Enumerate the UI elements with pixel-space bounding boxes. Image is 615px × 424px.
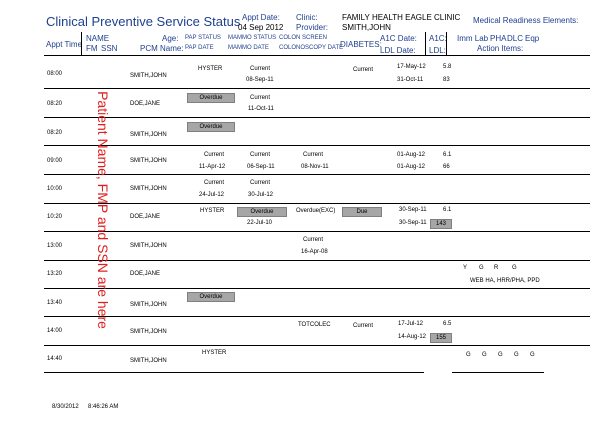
col-action-items: Action Items:: [477, 44, 524, 53]
col-a1c-date: A1C Date:: [380, 34, 417, 43]
col-name: NAME: [86, 34, 110, 43]
row-time: 13:20: [47, 271, 63, 277]
mre-flag-eqp: G: [512, 265, 517, 271]
colon-status: Overdue(EXC): [296, 208, 336, 214]
appt-date-value: 04 Sep 2012: [238, 23, 284, 32]
mammo-status: Current: [250, 152, 271, 158]
col-ldl-date: LDL Date:: [380, 46, 416, 55]
ldl-flag-badge: 155: [430, 333, 452, 343]
ldl-date: 14-Aug-12: [398, 334, 427, 340]
colon-status: TOTCOLEC: [298, 322, 331, 328]
clinic-label: Clinic:: [296, 13, 318, 22]
row-name: DOE,JANE: [130, 271, 161, 277]
col-pap-status: PAP STATUS: [185, 35, 221, 41]
a1c-date: 30-Sep-11: [399, 207, 427, 213]
row-divider: [44, 260, 590, 261]
pap-status: HYSTER: [202, 350, 227, 356]
a1c-value: 6.1: [443, 152, 452, 158]
col-mammo-date: MAMMO DATE: [228, 45, 269, 51]
col-colon-screen: COLON SCREEN: [279, 35, 328, 41]
row-divider: [452, 372, 544, 373]
mammo-status: Current: [250, 95, 271, 101]
col-ssn: SSN: [101, 44, 118, 53]
a1c-value: 6.5: [443, 321, 452, 327]
mammo-date: 30-Jul-12: [248, 192, 274, 198]
ldl-date: 30-Sep-11: [399, 220, 427, 226]
row-time: 08:20: [47, 101, 63, 107]
mre-flag-dlc: R: [494, 265, 499, 271]
row-name: SMITH,JOHN: [130, 158, 167, 164]
col-pap-date: PAP DATE: [185, 45, 214, 51]
mammo-date: 22-Jul-10: [247, 220, 273, 226]
row-name: DOE,JANE: [130, 214, 161, 220]
a1c-value: 5.8: [443, 64, 452, 70]
col-pcm-name: PCM Name:: [140, 44, 184, 53]
col-appt-time: Appt Time: [46, 40, 83, 49]
col-eqp: Eqp: [525, 34, 540, 43]
mammo-date: 06-Sep-11: [247, 164, 275, 170]
row-divider: [44, 231, 590, 232]
row-name: SMITH,JOHN: [130, 186, 167, 192]
ldl-value: 83: [443, 77, 450, 83]
mammo-status: Current: [250, 66, 271, 72]
colon-date: 08-Nov-11: [301, 164, 329, 170]
row-name: SMITH,JOHN: [130, 329, 167, 335]
row-time: 08:00: [47, 71, 63, 77]
mre-flag-dlc: G: [498, 352, 503, 358]
row-divider: [44, 203, 590, 204]
report-title: Clinical Preventive Service Status: [46, 14, 241, 29]
row-divider: [44, 88, 590, 89]
pap-date: 11-Apr-12: [199, 164, 226, 170]
footer-time: 8:46:26 AM: [88, 404, 119, 410]
mre-flag-imm: G: [466, 352, 471, 358]
row-time: 13:40: [47, 300, 63, 306]
pap-status: Current: [204, 180, 225, 186]
row-time: 10:20: [47, 214, 63, 220]
row-time: 13:00: [47, 243, 63, 249]
header-divider: [425, 32, 426, 56]
pap-status: HYSTER: [200, 208, 225, 214]
row-name: SMITH,JOHN: [130, 302, 167, 308]
pii-annotation: Patient Name, FMP and SSN are here: [95, 91, 111, 329]
row-divider: [44, 174, 590, 175]
action-items: WEB HA, HRR/PHA, PPD: [470, 278, 540, 284]
diabetes-due-badge: Due: [342, 207, 382, 217]
mammo-date: 11-Oct-11: [248, 106, 274, 112]
col-ldl: LDL:: [429, 46, 446, 55]
row-name: SMITH,JOHN: [130, 73, 167, 79]
provider-value: SMITH,JOHN: [342, 23, 391, 32]
a1c-date: 17-Jul-12: [398, 321, 424, 327]
header-divider: [81, 32, 82, 56]
row-time: 14:00: [47, 328, 63, 334]
a1c-value: 6.1: [443, 207, 452, 213]
row-divider: [44, 345, 590, 346]
pap-overdue-badge: Overdue: [187, 292, 235, 302]
row-divider: [44, 288, 590, 289]
a1c-date: 17-May-12: [397, 64, 426, 70]
col-diabetes: DIABETES:: [340, 40, 382, 49]
ldl-flag-badge: 143: [430, 219, 452, 229]
col-age: Age:: [162, 34, 179, 43]
mre-flag-pha: G: [479, 265, 484, 271]
pap-overdue-badge: Overdue: [187, 93, 235, 103]
row-name: DOE,JANE: [130, 101, 161, 107]
pap-status: Current: [204, 152, 225, 158]
row-name: SMITH,JOHN: [130, 243, 167, 249]
clinic-value: FAMILY HEALTH EAGLE CLINIC: [342, 13, 461, 22]
footer-date: 8/30/2012: [52, 404, 79, 410]
colon-status: Current: [303, 237, 324, 243]
header-divider: [446, 32, 447, 56]
row-divider: [44, 316, 590, 317]
row-divider: [44, 372, 424, 373]
pap-date: 24-Jul-12: [199, 192, 225, 198]
mre-flag-eqp: G: [514, 352, 519, 358]
mre-flag-imm: Y: [463, 265, 468, 271]
col-a1c: A1C:: [429, 34, 447, 43]
colon-date: 16-Apr-08: [301, 249, 328, 255]
col-fm: FM: [86, 44, 98, 53]
ldl-value: 66: [443, 164, 450, 170]
pap-overdue-badge: Overdue: [187, 122, 235, 132]
row-divider: [44, 117, 590, 118]
ldl-date: 01-Aug-12: [397, 164, 426, 170]
row-time: 08:20: [47, 130, 63, 136]
ldl-date: 31-Oct-11: [397, 77, 424, 83]
mre-flag-extra: G: [530, 352, 535, 358]
mammo-overdue-badge: Overdue: [237, 207, 287, 217]
col-mammo-status: MAMMO STATUS: [228, 35, 277, 41]
appt-date-label: Appt Date:: [242, 13, 280, 22]
mammo-date: 08-Sep-11: [246, 77, 274, 83]
provider-label: Provider:: [296, 23, 329, 32]
col-colonoscopy-date: COLONOSCOPY DATE: [279, 45, 344, 51]
mammo-status: Current: [250, 180, 271, 186]
row-time: 10:00: [47, 186, 63, 192]
row-name: SMITH,JOHN: [130, 132, 167, 138]
a1c-date: 01-Aug-12: [397, 152, 426, 158]
row-divider: [44, 145, 590, 146]
col-dlc: DLC: [507, 34, 524, 43]
colon-status: Current: [303, 152, 324, 158]
row-time: 09:00: [47, 158, 63, 164]
diabetes-status: Current: [353, 67, 374, 73]
pap-status: HYSTER: [198, 66, 223, 72]
row-name: SMITH,JOHN: [130, 358, 167, 364]
col-pha: PHA: [490, 34, 507, 43]
mre-flag-pha: G: [482, 352, 487, 358]
diabetes-status: Current: [353, 323, 374, 329]
header-rule: [44, 55, 590, 56]
col-imm-lab: Imm Lab: [457, 34, 489, 43]
row-time: 14:40: [47, 356, 63, 362]
mre-label: Medical Readiness Elements:: [473, 16, 579, 25]
